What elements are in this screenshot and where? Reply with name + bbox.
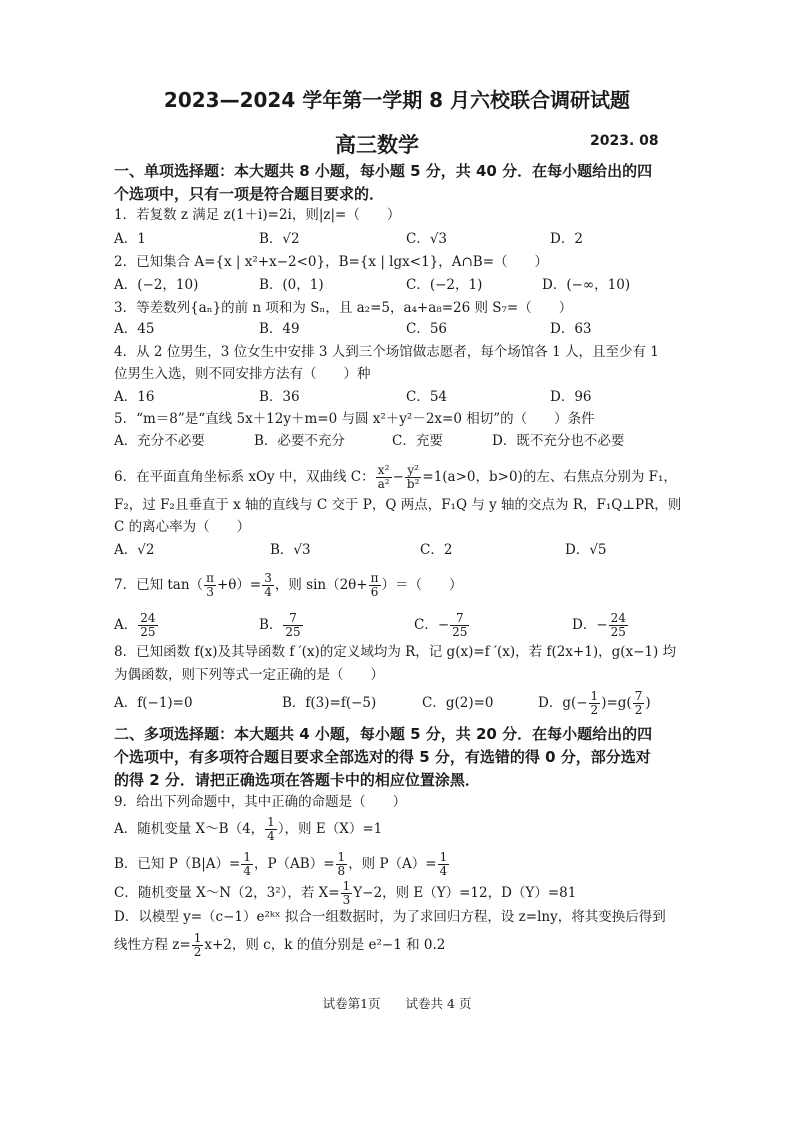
q5-option-c: C．充要 bbox=[392, 433, 443, 449]
exam-date: 2023. 08 bbox=[590, 133, 659, 149]
q7-option-b: B． $\frac{7}{25}$ bbox=[259, 611, 301, 639]
q6-option-b: B．√3 bbox=[270, 542, 311, 558]
q6-option-c: C．2 bbox=[420, 542, 453, 558]
page-footer: 试卷第1页 试卷共 4 页 bbox=[322, 996, 472, 1011]
q4-option-a: A．16 bbox=[114, 389, 155, 405]
q6-stem-post: =1(a>0，b>0)的左、右焦点分别为 F₁， bbox=[422, 469, 677, 485]
q8-stem-line1: 8．已知函数 f(x)及其导函数 f ′(x)的定义域均为 R，记 g(x)=f ′(x)，若 f(2x+1)，g(x−1) 均 bbox=[114, 644, 677, 660]
section1-heading-line2: 个选项中，只有一项是符合题目要求的． bbox=[114, 185, 385, 203]
q5-option-b: B．必要不充分 bbox=[254, 433, 345, 449]
q3-option-a: A．45 bbox=[114, 321, 155, 337]
q7-option-c: C．− $\frac{7}{25}$ bbox=[414, 611, 468, 639]
q8-stem-line2: 为偶函数，则下列等式一定正确的是（ ） bbox=[114, 667, 384, 683]
q6-stem-line1: 6．在平面直角坐标系 xOy 中，双曲线 C： $\frac{\text{x²}}{\text{a²}}$ − $\frac{\text{y²}}{\text{b²}}$ =1(a>0，b>0)的左、右焦点分别为 F₁， bbox=[114, 463, 677, 491]
q3-option-c: C．56 bbox=[406, 321, 448, 337]
q4-option-d: D．96 bbox=[550, 389, 592, 405]
q1-option-c: C．√3 bbox=[406, 231, 448, 247]
q9-stem: 9．给出下列命题中，其中正确的命题是（ ） bbox=[114, 794, 407, 810]
section1-heading-line1: 一、单项选择题：本大题共 8 小题，每小题 5 分，共 40 分．在每小题给出的四 bbox=[114, 162, 653, 180]
q2-option-a: A．(−2，10) bbox=[114, 277, 199, 293]
q3-option-d: D．63 bbox=[550, 321, 592, 337]
q7-option-d: D．− $\frac{24}{25}$ bbox=[572, 611, 626, 639]
q8-option-a: A．f(−1)=0 bbox=[114, 695, 193, 711]
q9-option-c: C．随机变量 X～N（2，3²），若 X= $\frac{1}{3}$ Y−2，则 E（Y）=12，D（Y）=81 bbox=[114, 879, 577, 907]
q1-option-b: B．√2 bbox=[259, 231, 300, 247]
q4-option-b: B．36 bbox=[259, 389, 300, 405]
q3-stem: 3．等差数列{aₙ}的前 n 项和为 Sₙ，且 a₂=5，a₄+a₈=26 则 S₇=（ ） bbox=[114, 300, 573, 316]
q1-option-a: A．1 bbox=[114, 231, 146, 247]
section2-heading-line1: 二、多项选择题：本大题共 4 小题，每小题 5 分，共 20 分．在每小题给出的四 bbox=[114, 725, 653, 743]
q9-option-a: A．随机变量 X～B（4， $\frac{1}{4}$ ），则 E（X）=1 bbox=[114, 815, 383, 843]
q6-option-d: D．√5 bbox=[565, 542, 607, 558]
q6-stem-line2: F₂，过 F₂且垂直于 x 轴的直线与 C 交于 P，Q 两点，F₁Q 与 y 轴的交点为 R，F₁Q⊥PR，则 bbox=[114, 497, 682, 513]
q2-option-b: B．(0，1) bbox=[259, 277, 324, 293]
q2-stem: 2．已知集合 A={x | x²+x−2<0}，B={x | lgx<1}，A∩B=（ ） bbox=[114, 254, 549, 270]
q8-option-d: D．g(− $\frac{1}{2}$ )=g( $\frac{7}{2}$ ) bbox=[538, 689, 651, 717]
q7-stem: 7．已知 tan（ $\frac{\pi}{3}$ +θ）= $\frac{3}{4}$ ，则 sin（2θ+ $\frac{\pi}{6}$ ）＝（ ） bbox=[114, 571, 463, 599]
q2-option-d: D．(−∞，10) bbox=[542, 277, 631, 293]
section2-heading-line3: 的得 2 分．请把正确选项在答题卡中的相应位置涂黑． bbox=[114, 771, 480, 789]
q5-option-d: D．既不充分也不必要 bbox=[492, 433, 625, 449]
q6-option-a: A．√2 bbox=[114, 542, 155, 558]
q7-option-a: A． $\frac{24}{25}$ bbox=[114, 611, 156, 639]
q1-option-d: D．2 bbox=[550, 231, 583, 247]
q9-option-d-line2: 线性方程 z= $\frac{1}{2}$ x+2，则 c，k 的值分别是 e²−1 和 0.2 bbox=[114, 931, 446, 959]
q8-option-b: B．f(3)=f(−5) bbox=[282, 695, 377, 711]
q9-option-d-line1: D．以模型 y=（c−1）e²ᵏˣ 拟合一组数据时，为了求回归方程，设 z=lny，将其变换后得到 bbox=[114, 909, 666, 925]
q6-frac-x: $\frac{\text{x²}}{\text{a²}}$ bbox=[377, 463, 390, 491]
page-subtitle: 高三数学 bbox=[335, 133, 419, 157]
q6-stem-pre: 6．在平面直角坐标系 xOy 中，双曲线 C： bbox=[114, 469, 375, 485]
q2-option-c: C．(−2，1) bbox=[406, 277, 483, 293]
q1-stem: 1．若复数 z 满足 z(1＋i)=2i，则|z|=（ ） bbox=[114, 207, 401, 223]
q3-option-b: B．49 bbox=[259, 321, 300, 337]
q4-stem-line2: 位男生入选，则不同安排方法有（ ）种 bbox=[114, 366, 371, 382]
section2-heading-line2: 个选项中，有多项符合题目要求全部选对的得 5 分，有选错的得 0 分，部分选对 bbox=[114, 748, 651, 766]
q4-option-c: C．54 bbox=[406, 389, 448, 405]
q5-stem: 5．“m＝8”是“直线 5x＋12y＋m=0 与圆 x²＋y²－2x=0 相切”的（ ）条件 bbox=[114, 411, 595, 427]
q9-option-b: B．已知 P（B|A）= $\frac{1}{4}$ ，P（AB）= $\frac{1}{8}$ ，则 P（A）= $\frac{1}{4}$ bbox=[114, 850, 448, 878]
q5-option-a: A．充分不必要 bbox=[114, 433, 205, 449]
q4-stem-line1: 4．从 2 位男生，3 位女生中安排 3 人到三个场馆做志愿者，每个场馆各 1 人，且至少有 1 bbox=[114, 344, 659, 360]
q8-option-c: C．g(2)=0 bbox=[422, 695, 494, 711]
q6-frac-y: $\frac{\text{y²}}{\text{b²}}$ bbox=[406, 463, 420, 491]
page-title: 2023—2024 学年第一学期 8 月六校联合调研试题 bbox=[163, 88, 631, 112]
q6-stem-line3: C 的离心率为（ ） bbox=[114, 519, 251, 535]
